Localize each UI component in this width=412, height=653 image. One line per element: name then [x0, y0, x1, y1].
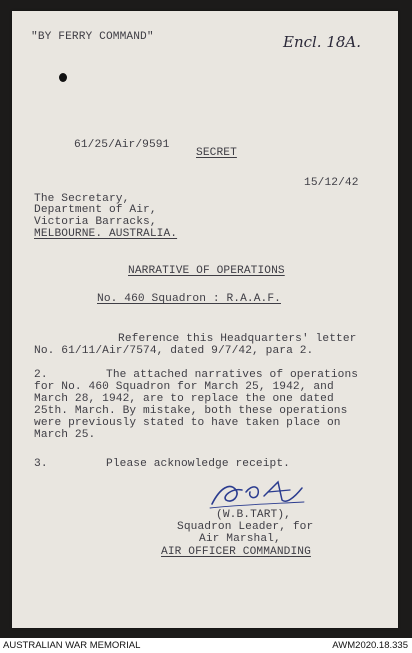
- archive-name: AUSTRALIAN WAR MEMORIAL: [3, 640, 141, 651]
- archive-reference: AWM2020.18.335: [332, 640, 408, 651]
- paragraph-number: 2.: [34, 369, 48, 381]
- ferry-command-stamp: "BY FERRY COMMAND": [31, 31, 154, 43]
- signatory-title: Air Marshal,: [199, 533, 281, 545]
- body-line: Please acknowledge receipt.: [106, 458, 290, 470]
- body-line: March 25.: [34, 429, 96, 441]
- archive-footer: [0, 638, 412, 653]
- addressee-line: The Secretary,: [34, 193, 130, 205]
- classification-secret: SECRET: [196, 147, 237, 159]
- file-number: 61/25/Air/9591: [74, 139, 170, 151]
- signatory-rank: Squadron Leader, for: [177, 521, 314, 533]
- signatory-office: AIR OFFICER COMMANDING: [161, 546, 311, 558]
- subject-title: NARRATIVE OF OPERATIONS: [128, 265, 285, 277]
- addressee-city: MELBOURNE. AUSTRALIA.: [34, 228, 178, 240]
- body-line: were previously stated to have taken place on: [34, 417, 341, 429]
- paragraph-number: 3.: [34, 458, 48, 470]
- body-line: 25th. March. By mistake, both these operations: [34, 405, 348, 417]
- subject-unit: No. 460 Squadron : R.A.A.F.: [97, 293, 281, 305]
- body-line: No. 61/11/Air/7574, dated 9/7/42, para 2.: [34, 345, 314, 357]
- enclosure-annotation: Encl. 18A.: [283, 33, 362, 51]
- signatory-name: (W.B.TART),: [216, 509, 291, 521]
- body-line: The attached narratives of operations: [106, 369, 359, 381]
- body-line: March 28, 1942, are to replace the one dated: [34, 393, 334, 405]
- addressee-line: Department of Air,: [34, 204, 157, 216]
- body-line: for No. 460 Squadron for March 25, 1942, and: [34, 381, 334, 393]
- addressee-line: Victoria Barracks,: [34, 216, 157, 228]
- letter-date: 15/12/42: [304, 177, 359, 189]
- handwritten-signature: [206, 474, 310, 512]
- punch-hole: [59, 73, 67, 82]
- body-line: Reference this Headquarters' letter: [118, 333, 357, 345]
